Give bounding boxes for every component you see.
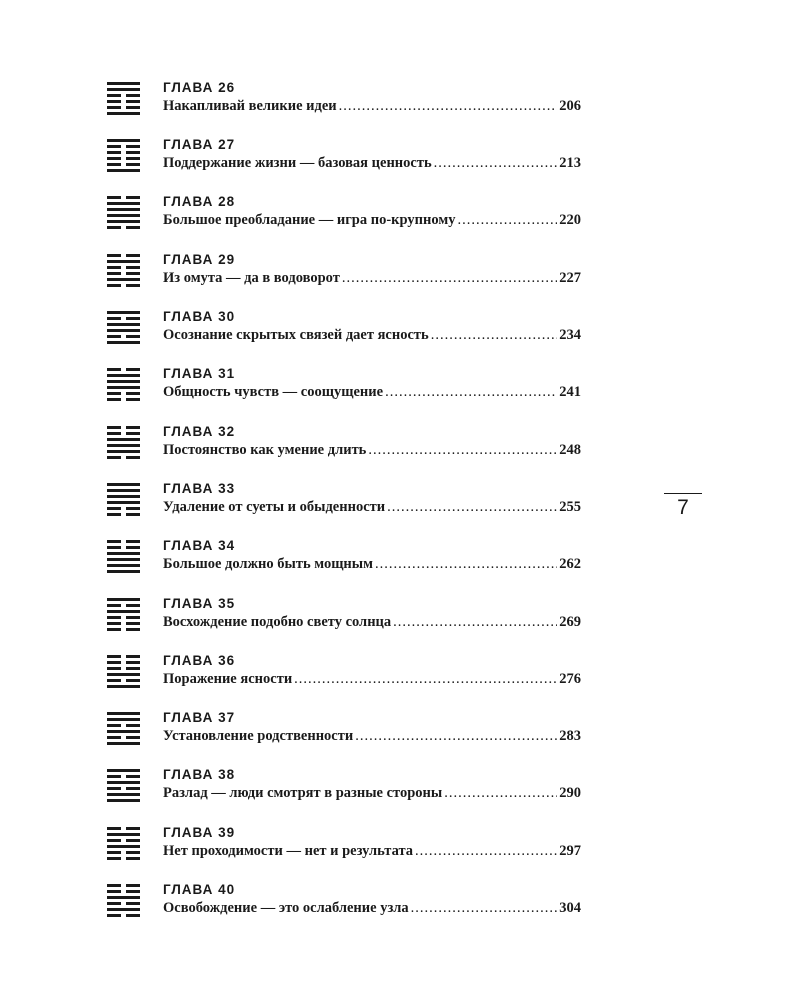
chapter-label: ГЛАВА 40	[163, 882, 236, 897]
hexagram-line-broken	[107, 507, 121, 510]
toc-title-row	[163, 497, 581, 517]
toc-entry[interactable]	[0, 366, 800, 406]
hexagram-line-solid	[107, 88, 140, 91]
dot-leader	[387, 497, 557, 517]
hexagram-line-solid	[107, 896, 140, 899]
hexagram-icon	[107, 540, 140, 573]
hexagram-line-solid	[107, 685, 140, 688]
hexagram-line-broken	[126, 163, 140, 166]
toc-title-row	[163, 440, 581, 460]
hexagram-line-broken	[126, 616, 140, 619]
dot-leader	[393, 612, 557, 632]
hexagram-line-broken	[107, 426, 121, 429]
chapter-title: Нет проходимости — нет и результата	[163, 843, 413, 859]
hexagram-icon	[107, 769, 140, 802]
toc-entry[interactable]	[0, 538, 800, 578]
hexagram-line-broken	[107, 902, 121, 905]
hexagram-line-solid	[107, 323, 140, 326]
toc-title-row	[163, 382, 581, 402]
hexagram-line-broken	[107, 392, 121, 395]
toc-title-row	[163, 325, 581, 345]
hexagram-line-broken	[107, 890, 121, 893]
page-number: 269	[559, 614, 581, 630]
hexagram-line-solid	[107, 386, 140, 389]
hexagram-line-broken	[107, 787, 121, 790]
dot-leader	[385, 382, 557, 402]
hexagram-icon	[107, 368, 140, 401]
chapter-title: Удаление от суеты и обыденности	[163, 499, 386, 515]
hexagram-line-broken	[126, 851, 140, 854]
hexagram-line-broken	[126, 100, 140, 103]
hexagram-line-solid	[107, 610, 140, 613]
chapter-title: Накапливай великие идеи	[163, 98, 337, 114]
hexagram-line-broken	[107, 145, 121, 148]
hexagram-line-broken	[107, 827, 121, 830]
chapter-title: Из омута — да в водоворот	[163, 270, 340, 286]
chapter-title: Осознание скрытых связей дает ясность	[163, 327, 429, 343]
chapter-label: ГЛАВА 31	[163, 366, 236, 381]
dot-leader	[411, 898, 558, 918]
hexagram-line-broken	[126, 546, 140, 549]
hexagram-line-broken	[107, 317, 121, 320]
hexagram-line-broken	[126, 884, 140, 887]
dot-leader	[339, 96, 558, 116]
hexagram-line-solid	[107, 341, 140, 344]
chapter-label: ГЛАВА 30	[163, 309, 236, 324]
toc-title-row	[163, 210, 581, 230]
hexagram-line-broken	[107, 100, 121, 103]
hexagram-line-solid	[107, 438, 140, 441]
toc-title-row	[163, 153, 581, 173]
hexagram-line-solid	[107, 501, 140, 504]
page-number: 297	[559, 843, 581, 859]
hexagram-line-broken	[107, 851, 121, 854]
hexagram-icon	[107, 196, 140, 229]
hexagram-line-broken	[126, 456, 140, 459]
hexagram-icon	[107, 483, 140, 516]
hexagram-line-solid	[107, 712, 140, 715]
hexagram-line-broken	[107, 628, 121, 631]
hexagram-icon	[107, 884, 140, 917]
hexagram-line-solid	[107, 380, 140, 383]
hexagram-line-broken	[107, 456, 121, 459]
hexagram-line-solid	[107, 781, 140, 784]
dot-leader	[355, 726, 557, 746]
hexagram-line-solid	[107, 214, 140, 217]
hexagram-line-broken	[107, 616, 121, 619]
hexagram-line-broken	[126, 317, 140, 320]
dot-leader	[415, 841, 557, 861]
hexagram-line-broken	[126, 724, 140, 727]
chapter-label: ГЛАВА 38	[163, 767, 236, 782]
toc-entry[interactable]	[0, 194, 800, 234]
toc-title-row	[163, 268, 581, 288]
hexagram-line-broken	[126, 284, 140, 287]
hexagram-line-broken	[126, 679, 140, 682]
dot-leader	[431, 325, 558, 345]
hexagram-line-broken	[126, 902, 140, 905]
hexagram-icon	[107, 426, 140, 459]
hexagram-line-solid	[107, 730, 140, 733]
hexagram-line-broken	[126, 392, 140, 395]
hexagram-line-solid	[107, 495, 140, 498]
toc-entry[interactable]	[0, 767, 800, 807]
hexagram-line-solid	[107, 718, 140, 721]
hexagram-line-broken	[126, 622, 140, 625]
hexagram-line-solid	[107, 450, 140, 453]
dot-leader	[444, 783, 557, 803]
hexagram-line-solid	[107, 208, 140, 211]
hexagram-line-solid	[107, 169, 140, 172]
hexagram-icon	[107, 82, 140, 115]
hexagram-line-solid	[107, 742, 140, 745]
hexagram-line-broken	[107, 266, 121, 269]
hexagram-line-broken	[126, 628, 140, 631]
hexagram-line-broken	[126, 145, 140, 148]
hexagram-line-broken	[126, 398, 140, 401]
chapter-title: Освобождение — это ослабление узла	[163, 900, 409, 916]
hexagram-line-solid	[107, 799, 140, 802]
hexagram-line-broken	[126, 787, 140, 790]
page-number: 213	[559, 155, 581, 171]
hexagram-line-broken	[107, 157, 121, 160]
toc-entry[interactable]	[0, 80, 800, 120]
hexagram-line-broken	[107, 839, 121, 842]
hexagram-line-solid	[107, 489, 140, 492]
hexagram-line-broken	[126, 106, 140, 109]
chapter-label: ГЛАВА 39	[163, 825, 236, 840]
hexagram-line-broken	[107, 884, 121, 887]
hexagram-line-broken	[126, 775, 140, 778]
hexagram-line-broken	[107, 661, 121, 664]
hexagram-line-solid	[107, 139, 140, 142]
hexagram-line-broken	[107, 857, 121, 860]
hexagram-line-broken	[126, 914, 140, 917]
hexagram-line-broken	[126, 432, 140, 435]
page-number: 241	[559, 384, 581, 400]
page-number: 304	[559, 900, 581, 916]
hexagram-icon	[107, 598, 140, 631]
hexagram-line-solid	[107, 374, 140, 377]
hexagram-line-broken	[107, 724, 121, 727]
hexagram-line-broken	[126, 266, 140, 269]
page-folio: 7	[677, 496, 689, 519]
chapter-label: ГЛАВА 29	[163, 252, 236, 267]
hexagram-line-solid	[107, 311, 140, 314]
hexagram-line-broken	[126, 226, 140, 229]
hexagram-line-solid	[107, 444, 140, 447]
chapter-label: ГЛАВА 33	[163, 481, 236, 496]
hexagram-line-broken	[107, 254, 121, 257]
hexagram-line-broken	[107, 679, 121, 682]
hexagram-line-broken	[126, 94, 140, 97]
page-number: 290	[559, 785, 581, 801]
chapter-title: Поражение ясности	[163, 671, 293, 687]
hexagram-line-broken	[107, 226, 121, 229]
hexagram-line-solid	[107, 552, 140, 555]
hexagram-line-broken	[107, 540, 121, 543]
hexagram-line-broken	[107, 163, 121, 166]
chapter-label: ГЛАВА 35	[163, 596, 236, 611]
chapter-title: Поддержание жизни — базовая ценность	[163, 155, 432, 171]
hexagram-line-broken	[107, 335, 121, 338]
hexagram-line-broken	[126, 661, 140, 664]
chapter-title: Установление родственности	[163, 728, 354, 744]
hexagram-line-broken	[126, 736, 140, 739]
hexagram-line-broken	[107, 775, 121, 778]
hexagram-line-broken	[107, 513, 121, 516]
hexagram-line-broken	[107, 106, 121, 109]
toc-entry[interactable]	[0, 825, 800, 865]
hexagram-line-solid	[107, 564, 140, 567]
page-number: 283	[559, 728, 581, 744]
hexagram-line-broken	[126, 151, 140, 154]
toc-title-row	[163, 96, 581, 116]
chapter-title: Большое преобладание — игра по-крупному	[163, 212, 456, 228]
hexagram-line-solid	[107, 793, 140, 796]
hexagram-icon	[107, 712, 140, 745]
hexagram-line-solid	[107, 598, 140, 601]
hexagram-line-broken	[126, 254, 140, 257]
hexagram-line-broken	[126, 196, 140, 199]
hexagram-line-broken	[107, 432, 121, 435]
hexagram-line-broken	[107, 736, 121, 739]
hexagram-line-broken	[126, 368, 140, 371]
dot-leader	[434, 153, 558, 173]
chapter-label: ГЛАВА 36	[163, 653, 236, 668]
hexagram-line-broken	[107, 546, 121, 549]
page-number: 206	[559, 98, 581, 114]
hexagram-line-broken	[126, 426, 140, 429]
dot-leader	[294, 669, 557, 689]
page-number: 255	[559, 499, 581, 515]
chapter-title: Общность чувств — соощущение	[163, 384, 384, 400]
hexagram-icon	[107, 139, 140, 172]
toc-entry[interactable]	[0, 137, 800, 177]
toc-title-row	[163, 841, 581, 861]
hexagram-line-solid	[107, 558, 140, 561]
hexagram-line-broken	[126, 272, 140, 275]
hexagram-line-broken	[126, 827, 140, 830]
hexagram-line-solid	[107, 82, 140, 85]
hexagram-line-solid	[107, 220, 140, 223]
hexagram-line-broken	[107, 272, 121, 275]
hexagram-line-solid	[107, 260, 140, 263]
chapter-label: ГЛАВА 26	[163, 80, 236, 95]
hexagram-line-broken	[126, 157, 140, 160]
chapter-label: ГЛАВА 34	[163, 538, 236, 553]
toc-entry[interactable]	[0, 596, 800, 636]
hexagram-line-broken	[107, 368, 121, 371]
toc-entry[interactable]	[0, 653, 800, 693]
hexagram-line-broken	[126, 655, 140, 658]
hexagram-line-solid	[107, 845, 140, 848]
hexagram-icon	[107, 827, 140, 860]
page-number: 234	[559, 327, 581, 343]
toc-entry[interactable]	[0, 424, 800, 464]
dot-leader	[368, 440, 557, 460]
chapter-title: Постоянство как умение длить	[163, 442, 367, 458]
hexagram-line-broken	[107, 94, 121, 97]
toc-entry[interactable]	[0, 710, 800, 750]
page-number: 220	[559, 212, 581, 228]
hexagram-line-solid	[107, 570, 140, 573]
hexagram-line-solid	[107, 112, 140, 115]
toc-title-row	[163, 783, 581, 803]
toc-title-row	[163, 612, 581, 632]
hexagram-icon	[107, 311, 140, 344]
dot-leader	[375, 554, 557, 574]
hexagram-line-broken	[126, 890, 140, 893]
chapter-label: ГЛАВА 37	[163, 710, 236, 725]
hexagram-line-broken	[107, 284, 121, 287]
toc-entry[interactable]	[0, 309, 800, 349]
toc-title-row	[163, 554, 581, 574]
hexagram-line-broken	[126, 839, 140, 842]
hexagram-line-broken	[126, 667, 140, 670]
toc-title-row	[163, 669, 581, 689]
hexagram-line-solid	[107, 908, 140, 911]
toc-entry[interactable]	[0, 882, 800, 922]
dot-leader	[342, 268, 557, 288]
hexagram-line-broken	[126, 335, 140, 338]
chapter-label: ГЛАВА 27	[163, 137, 236, 152]
hexagram-line-broken	[126, 507, 140, 510]
page-number: 262	[559, 556, 581, 572]
hexagram-line-solid	[107, 278, 140, 281]
chapter-title: Большое должно быть мощным	[163, 556, 373, 572]
chapter-title: Разлад — люди смотрят в разные стороны	[163, 785, 443, 801]
chapter-label: ГЛАВА 28	[163, 194, 236, 209]
page-number: 276	[559, 671, 581, 687]
hexagram-line-broken	[126, 857, 140, 860]
hexagram-line-broken	[107, 151, 121, 154]
hexagram-line-solid	[107, 329, 140, 332]
hexagram-line-broken	[107, 622, 121, 625]
chapter-label: ГЛАВА 32	[163, 424, 236, 439]
hexagram-line-broken	[107, 398, 121, 401]
chapter-title: Восхождение подобно свету солнца	[163, 614, 392, 630]
page-number: 227	[559, 270, 581, 286]
toc-title-row	[163, 726, 581, 746]
hexagram-line-solid	[107, 769, 140, 772]
toc-entry[interactable]	[0, 252, 800, 292]
hexagram-line-broken	[107, 914, 121, 917]
hexagram-line-solid	[107, 483, 140, 486]
hexagram-line-broken	[107, 655, 121, 658]
hexagram-line-broken	[107, 667, 121, 670]
hexagram-line-solid	[107, 833, 140, 836]
hexagram-line-broken	[126, 540, 140, 543]
dot-leader	[457, 210, 557, 230]
hexagram-line-broken	[107, 196, 121, 199]
hexagram-line-solid	[107, 673, 140, 676]
hexagram-icon	[107, 254, 140, 287]
page-number: 248	[559, 442, 581, 458]
hexagram-line-solid	[107, 202, 140, 205]
toc-title-row	[163, 898, 581, 918]
hexagram-line-broken	[126, 513, 140, 516]
hexagram-icon	[107, 655, 140, 688]
hexagram-line-broken	[107, 604, 121, 607]
hexagram-line-broken	[126, 604, 140, 607]
